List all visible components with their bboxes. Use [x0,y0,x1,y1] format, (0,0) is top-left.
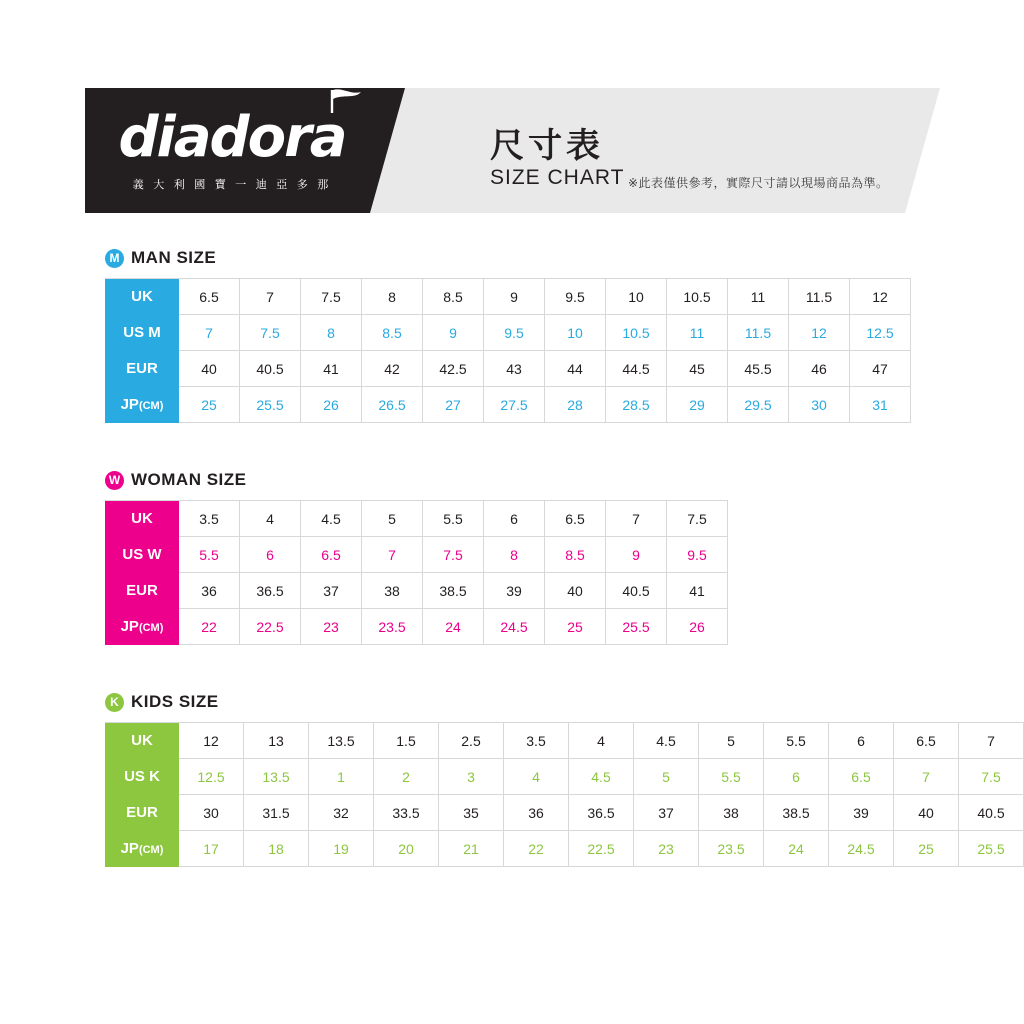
cell: 9 [606,537,667,573]
cell: 7 [606,501,667,537]
flag-icon [329,88,363,114]
cell: 7 [362,537,423,573]
cell: 25 [545,609,606,645]
cell: 12 [179,723,244,759]
cell: 11.5 [789,279,850,315]
cell: 30 [789,387,850,423]
cell: 11 [728,279,789,315]
row-label-usw: US W [105,537,179,573]
cell: 24 [423,609,484,645]
section-header-woman [105,470,728,490]
cell: 5.5 [699,759,764,795]
section-header-kids [105,692,1024,712]
row-label-jp [105,387,179,423]
cell: 23.5 [699,831,764,867]
cell: 46 [789,351,850,387]
cell: 9.5 [545,279,606,315]
cell: 9.5 [484,315,545,351]
cell: 26.5 [362,387,423,423]
cell: 8 [362,279,423,315]
cell: 5.5 [764,723,829,759]
cell: 42.5 [423,351,484,387]
table-row [105,723,1024,759]
section-header-man [105,248,911,268]
brand-logo-subtitle: 義 大 利 國 寶 一 迪 亞 多 那 [132,178,332,191]
size-table-kids [105,722,1024,867]
cell: 23 [301,609,362,645]
cell: 38 [699,795,764,831]
cell: 7.5 [240,315,301,351]
cell: 36 [179,573,240,609]
table-row [105,537,728,573]
cell: 11 [667,315,728,351]
table-row [105,387,911,423]
cell: 3.5 [504,723,569,759]
cell: 25.5 [959,831,1024,867]
cell: 45.5 [728,351,789,387]
cell: 12.5 [850,315,911,351]
page-title-zh: 尺寸表 [490,126,604,166]
cell: 7.5 [959,759,1024,795]
row-label-jp-text: JP [120,618,139,635]
kids-badge-icon: K [105,693,124,712]
cell: 4.5 [301,501,362,537]
cell: 8.5 [362,315,423,351]
cell: 33.5 [374,795,439,831]
cell: 38 [362,573,423,609]
table-row [105,759,1024,795]
table-row [105,279,911,315]
row-label-jp-unit: (CM) [138,622,164,634]
cell: 41 [301,351,362,387]
cell: 8 [301,315,362,351]
cell: 12 [789,315,850,351]
cell: 30 [179,795,244,831]
row-label-jp-text: JP [120,396,139,413]
row-label-jp-unit: (CM) [138,400,164,412]
cell: 23.5 [362,609,423,645]
row-label-jp-text: JP [120,840,139,857]
cell: 3.5 [179,501,240,537]
cell: 6 [484,501,545,537]
cell: 44.5 [606,351,667,387]
cell: 20 [374,831,439,867]
cell: 40 [894,795,959,831]
cell: 44 [545,351,606,387]
cell: 12.5 [179,759,244,795]
page-title-en: SIZE CHART [490,166,625,189]
row-label-eur: EUR [105,351,179,387]
cell: 22 [504,831,569,867]
cell: 4 [240,501,301,537]
cell: 1 [309,759,374,795]
cell: 40.5 [240,351,301,387]
cell: 3 [439,759,504,795]
cell: 4 [504,759,569,795]
cell: 10.5 [606,315,667,351]
row-label-jp [105,831,179,867]
size-table-man [105,278,911,423]
cell: 38.5 [764,795,829,831]
cell: 40 [179,351,240,387]
cell: 45 [667,351,728,387]
cell: 43 [484,351,545,387]
cell: 5 [634,759,699,795]
cell: 29.5 [728,387,789,423]
cell: 36.5 [569,795,634,831]
cell: 22 [179,609,240,645]
cell: 7.5 [667,501,728,537]
table-row [105,795,1024,831]
cell: 2 [374,759,439,795]
row-label-uk: UK [105,501,179,537]
row-label-usm: US M [105,315,179,351]
row-label-eur: EUR [105,795,179,831]
row-label-eur: EUR [105,573,179,609]
cell: 37 [634,795,699,831]
row-label-uk: UK [105,279,179,315]
cell: 40 [545,573,606,609]
section-kids-size [105,692,1024,867]
cell: 38.5 [423,573,484,609]
size-table-woman [105,500,728,645]
cell: 13.5 [309,723,374,759]
cell: 41 [667,573,728,609]
cell: 22.5 [569,831,634,867]
cell: 27 [423,387,484,423]
cell: 39 [484,573,545,609]
cell: 24 [764,831,829,867]
cell: 28.5 [606,387,667,423]
cell: 21 [439,831,504,867]
cell: 7 [894,759,959,795]
cell: 42 [362,351,423,387]
cell: 25.5 [606,609,667,645]
cell: 6.5 [179,279,240,315]
cell: 31.5 [244,795,309,831]
cell: 2.5 [439,723,504,759]
cell: 4.5 [569,759,634,795]
cell: 9 [423,315,484,351]
cell: 5 [699,723,764,759]
cell: 6 [829,723,894,759]
cell: 6.5 [301,537,362,573]
cell: 39 [829,795,894,831]
cell: 13.5 [244,759,309,795]
cell: 29 [667,387,728,423]
cell: 25.5 [240,387,301,423]
section-woman-size [105,470,728,645]
cell: 4.5 [634,723,699,759]
brand-logo [107,105,357,192]
cell: 19 [309,831,374,867]
cell: 10 [545,315,606,351]
section-man-size [105,248,911,423]
cell: 8 [484,537,545,573]
table-row [105,609,728,645]
cell: 36 [504,795,569,831]
cell: 7.5 [423,537,484,573]
cell: 13 [244,723,309,759]
cell: 47 [850,351,911,387]
cell: 7 [179,315,240,351]
header-banner [85,88,940,213]
table-row [105,831,1024,867]
cell: 5 [362,501,423,537]
table-row [105,315,911,351]
cell: 4 [569,723,634,759]
table-row [105,573,728,609]
cell: 10 [606,279,667,315]
cell: 17 [179,831,244,867]
cell: 6 [240,537,301,573]
section-title-man: MAN SIZE [131,248,217,267]
cell: 18 [244,831,309,867]
cell: 25 [179,387,240,423]
cell: 40.5 [959,795,1024,831]
cell: 24.5 [484,609,545,645]
cell: 23 [634,831,699,867]
brand-logo-wordmark: diadora [118,105,346,170]
man-badge-icon: M [105,249,124,268]
cell: 8.5 [423,279,484,315]
page-title-note: ※此表僅供參考，實際尺寸請以現場商品為準。 [628,176,889,190]
cell: 32 [309,795,374,831]
cell: 27.5 [484,387,545,423]
row-label-jp-unit: (CM) [138,844,164,856]
row-label-jp [105,609,179,645]
cell: 22.5 [240,609,301,645]
section-title-kids: KIDS SIZE [131,692,219,711]
cell: 8.5 [545,537,606,573]
cell: 37 [301,573,362,609]
cell: 7.5 [301,279,362,315]
cell: 12 [850,279,911,315]
cell: 40.5 [606,573,667,609]
cell: 28 [545,387,606,423]
table-row [105,351,911,387]
cell: 9 [484,279,545,315]
cell: 35 [439,795,504,831]
row-label-uk: UK [105,723,179,759]
row-label-usk: US K [105,759,179,795]
cell: 6.5 [829,759,894,795]
section-title-woman: WOMAN SIZE [131,470,247,489]
cell: 6.5 [894,723,959,759]
woman-badge-icon: W [105,471,124,490]
cell: 6.5 [545,501,606,537]
cell: 9.5 [667,537,728,573]
table-row [105,501,728,537]
cell: 10.5 [667,279,728,315]
cell: 36.5 [240,573,301,609]
cell: 31 [850,387,911,423]
cell: 26 [667,609,728,645]
cell: 11.5 [728,315,789,351]
cell: 5.5 [423,501,484,537]
cell: 24.5 [829,831,894,867]
cell: 7 [959,723,1024,759]
cell: 5.5 [179,537,240,573]
cell: 7 [240,279,301,315]
cell: 25 [894,831,959,867]
cell: 26 [301,387,362,423]
cell: 1.5 [374,723,439,759]
cell: 6 [764,759,829,795]
